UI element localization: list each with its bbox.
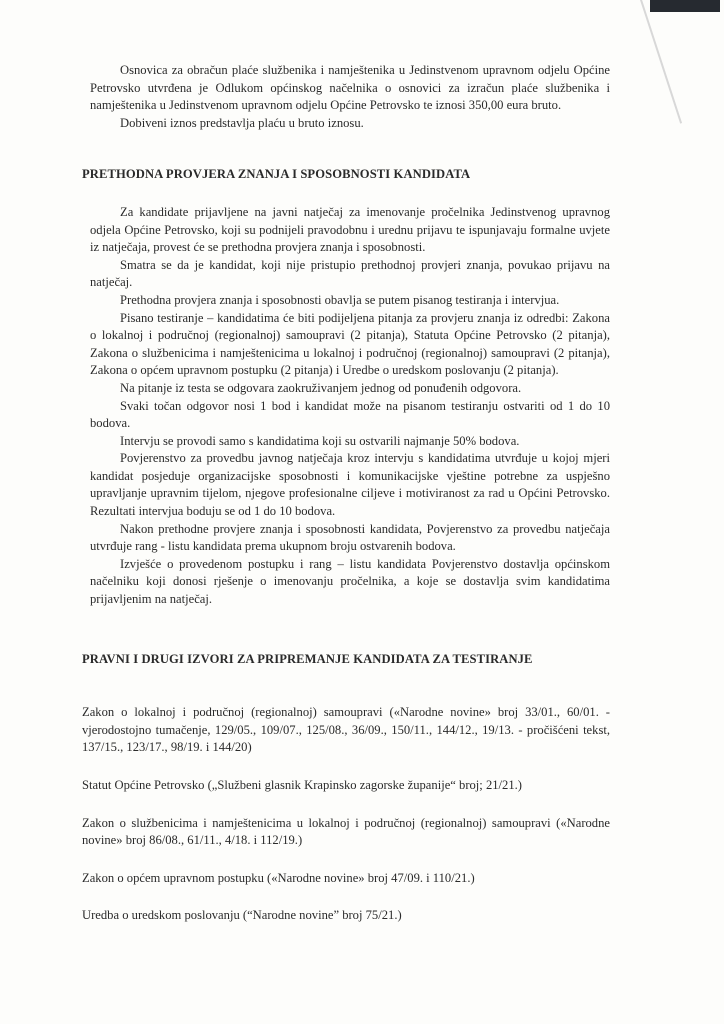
sources-heading: PRAVNI I DRUGI IZVORI ZA PRIPREMANJE KANDIDATA ZA TESTIRANJE: [82, 651, 533, 666]
document-page: [82, 62, 610, 945]
testing-paragraph: Za kandidate prijavljene na javni natječaj za imenovanje pročelnika Jedinstvenog upravnog odjela Općine Petrovsko, koji su podnijeli pravodobnu i urednu prijavu te ispunjavaju formalne uvjete iz natječaja, provest će se prethodna provjera znanja i sposobnosti.: [90, 204, 610, 255]
testing-paragraph: Na pitanje iz testa se odgovara zaokruživanjem jednog od ponuđenih odgovora.: [120, 380, 522, 395]
source-item: Uredba o uredskom poslovanju (“Narodne novine” broj 75/21.): [82, 908, 402, 923]
testing-paragraph: Pisano testiranje – kandidatima će biti podijeljena pitanja za provjeru znanja iz odredbi: Zakona o lokalnoj i područnoj (regionalnoj) samoupravi (2 pitanja), Statuta Općine Petrovsko (2 pitanja), Zakona o službenicima i namještenicima u lokalnoj i područnoj (regionalnoj) samoupravi (2 pitanja), Zakona o općem upravnom postupku (2 pitanja) i Uredbe o uredskom poslovanju (2 pitanja).: [90, 310, 610, 378]
testing-paragraph: Izvješće o provedenom postupku i rang – listu kandidata Povjerenstvo dostavlja općinskom načelniku koji donosi rješenje o imenovanju pročelnika, a koje se dostavlja svim kandidatima prijavljenim na natječaj.: [90, 556, 610, 607]
testing-heading: PRETHODNA PROVJERA ZNANJA I SPOSOBNOSTI KANDIDATA: [82, 167, 471, 182]
source-item: Zakon o službenicima i namještenicima u lokalnoj i područnoj (regionalnoj) samoupravi («Narodne novine» broj 86/08., 61/11., 4/18. i 112/19.): [82, 815, 610, 848]
testing-paragraph: Povjerenstvo za provedbu javnog natječaja kroz intervju s kandidatima utvrđuje u kojoj mjeri kandidat posjeduje organizacijske sposobnosti i komunikacijske vještine potrebne za uspješno upravljanje upravnim tijelom, njegove profesionalne ciljeve i motiviranost za rad u Općini Petrovsko. Rezultati intervjua boduju se od 1 do 10 bodova.: [90, 451, 610, 519]
testing-paragraph: Smatra se da je kandidat, koji nije pristupio prethodnoj provjeri znanja, povukao prijavu na natječaj.: [90, 257, 610, 290]
scan-edge-shadow: [650, 0, 720, 12]
scan-edge-line: [640, 0, 682, 124]
salary-note: Dobiveni iznos predstavlja plaću u bruto iznosu.: [120, 115, 364, 130]
source-item: Zakon o općem upravnom postupku («Narodne novine» broj 47/09. i 110/21.): [82, 870, 475, 885]
testing-paragraph: Svaki točan odgovor nosi 1 bod i kandidat može na pisanom testiranju ostvariti od 1 do 10 bodova.: [90, 398, 610, 431]
testing-paragraph: Nakon prethodne provjere znanja i sposobnosti kandidata, Povjerenstvo za provedbu natječaja utvrđuje rang - listu kandidata prema ukupnom broju ostvarenih bodova.: [90, 521, 610, 554]
source-item: Zakon o lokalnoj i područnoj (regionalnoj) samoupravi («Narodne novine» broj 33/01., 60/01. - vjerodostojno tumačenje, 129/05., 109/07., 125/08., 36/09., 150/11., 144/12., 19/13. - pročišćeni tekst, 137/15., 123/17., 98/19. i 144/20): [82, 705, 610, 755]
salary-paragraph: Osnovica za obračun plaće službenika i namještenika u Jedinstvenom upravnom odjelu Općine Petrovsko utvrđena je Odlukom općinskog načelnika o osnovici za izračun plaće službenika i namještenika u Jedinstvenom upravnom odjelu Općine Petrovsko te iznosi 350,00 eura bruto.: [90, 63, 610, 113]
source-item: Statut Općine Petrovsko („Službeni glasnik Krapinsko zagorske županije“ broj; 21/21.): [82, 778, 522, 792]
testing-paragraph: Intervju se provodi samo s kandidatima koji su ostvarili najmanje 50% bodova.: [120, 433, 520, 448]
testing-paragraph: Prethodna provjera znanja i sposobnosti obavlja se putem pisanog testiranja i intervjua.: [120, 292, 560, 307]
